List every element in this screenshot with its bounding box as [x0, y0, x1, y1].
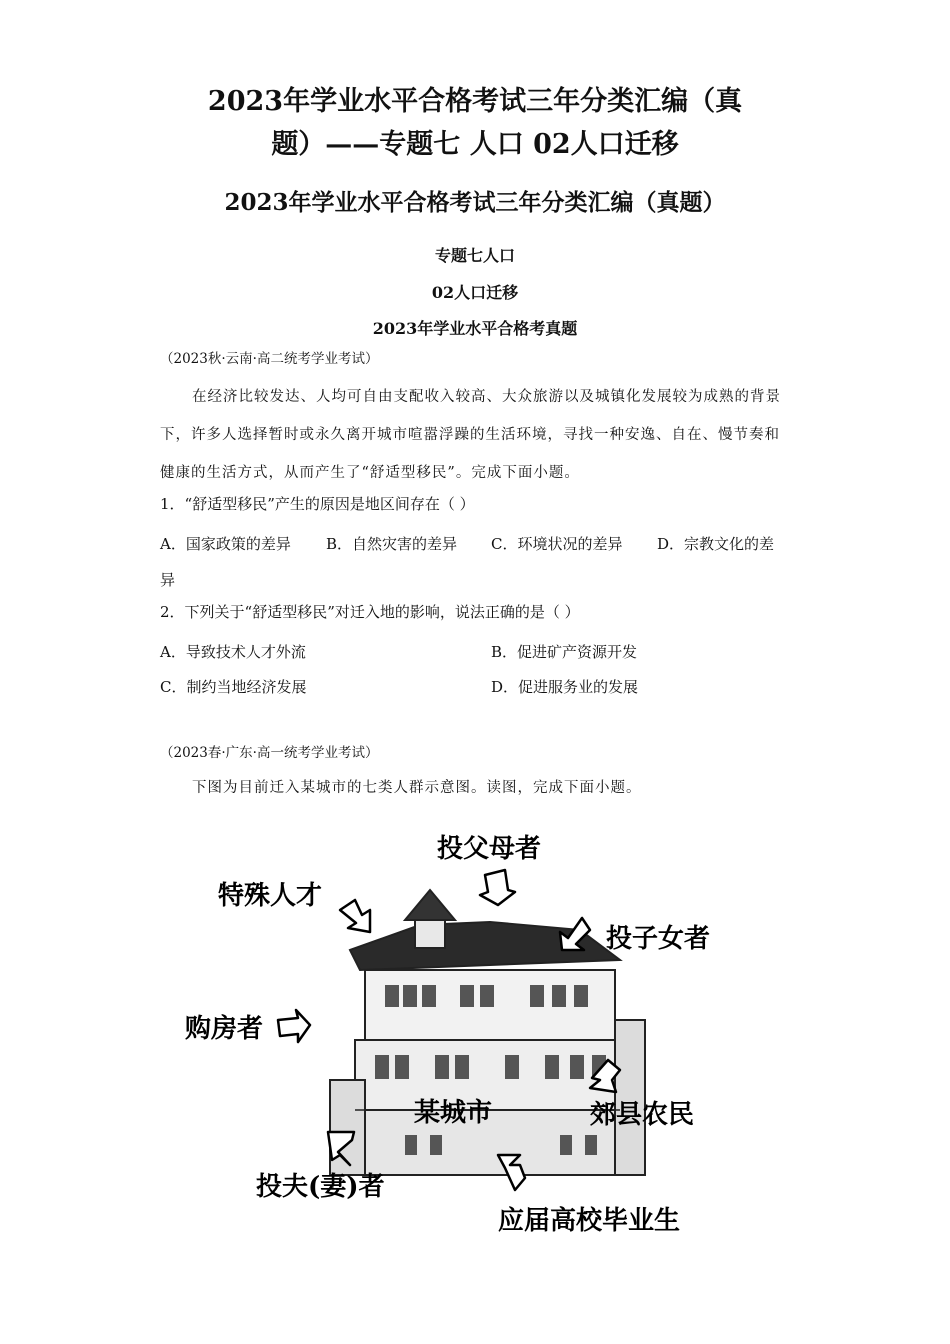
- label-farmers: 郊县农民: [590, 1100, 695, 1130]
- document-subtitle: 2023年学业水平合格考试三年分类汇编（真题）: [224, 189, 726, 216]
- q2-option-b: B．促进矿产资源开发: [491, 643, 638, 661]
- q1-option-d-wrap: 异: [160, 571, 176, 589]
- tower-roof: [405, 890, 455, 920]
- label-graduates: 应届高校毕业生: [498, 1206, 681, 1236]
- label-buyers: 购房者: [185, 1014, 264, 1044]
- q1-option-d: D．宗教文化的差: [657, 535, 775, 553]
- title-line-1: 2023年学业水平合格考试三年分类汇编（真: [207, 86, 743, 117]
- label-spouse: 投夫(妻)者: [256, 1172, 385, 1202]
- subtopic-heading: 02人口迁移: [431, 283, 519, 302]
- tower: [415, 920, 445, 948]
- migration-figure: [160, 810, 800, 1250]
- arrow-parents: [480, 870, 515, 905]
- label-parents: 投父母者: [437, 834, 542, 864]
- source-note-2: （2023春·广东·高一统考学业考试）: [160, 745, 379, 761]
- title-line-2: 题）——专题七 人口 02人口迁移: [271, 129, 679, 161]
- figure-intro: 下图为目前迁入某城市的七类人群示意图。读图，完成下面小题。: [192, 780, 642, 796]
- label-children: 投子女者: [606, 924, 711, 954]
- question-2-stem: 2．下列关于“舒适型移民”对迁入地的影响，说法正确的是（ ）: [160, 603, 580, 621]
- q1-option-b: B．自然灾害的差异: [326, 535, 458, 553]
- reading-passage: 在经济比较发达、人均可自由支配收入较高、大众旅游以及城镇化发展较为成熟的背景下，许多人选择暂时或永久离开城市喧嚣浮躁的生活环境，寻找一种安逸、自在、慢节奏和健康的生活方式，从而产生了“舒适型移民”。完成下面小题。: [160, 389, 781, 481]
- q2-option-d: D．促进服务业的发展: [491, 678, 639, 696]
- q2-option-a: A．导致技术人才外流: [160, 643, 306, 661]
- arrow-buyers: [278, 1010, 310, 1042]
- q1-option-c: C．环境状况的差异: [491, 535, 623, 553]
- q2-option-c: C．制约当地经济发展: [160, 678, 307, 696]
- document-title: [160, 80, 790, 166]
- q1-option-a: A．国家政策的差异: [160, 535, 291, 553]
- question-1-stem: 1．“舒适型移民”产生的原因是地区间存在（ ）: [160, 495, 475, 513]
- source-note-1: （2023秋·云南·高二统考学业考试）: [160, 351, 379, 367]
- label-talent: 特殊人才: [218, 881, 323, 911]
- section-heading: 2023年学业水平合格考真题: [372, 319, 578, 338]
- label-city: 某城市: [414, 1098, 493, 1128]
- arrow-talent: [340, 900, 370, 932]
- topic-heading: 专题七人口: [434, 246, 515, 265]
